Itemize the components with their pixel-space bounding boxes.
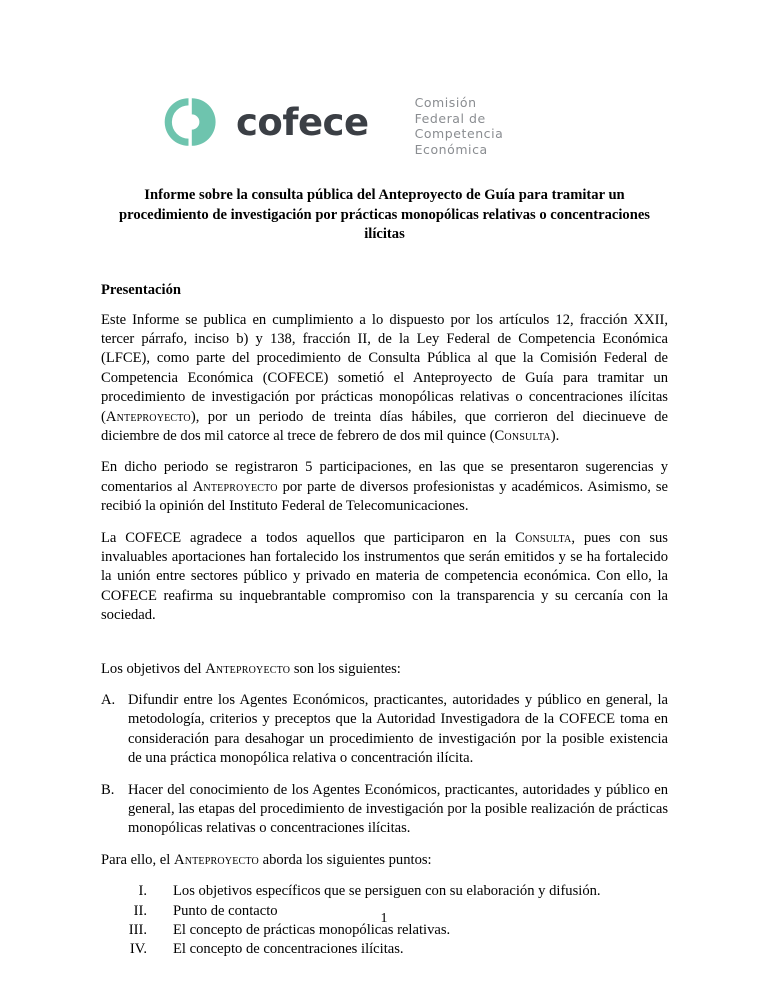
- list-item-marker: B.: [101, 781, 115, 798]
- cofece-circular-logo-icon: [163, 94, 219, 150]
- paragraph-3-part-a: La COFECE agradece a todos aquellos que participaron en la: [101, 529, 516, 546]
- list-item: [101, 882, 668, 901]
- list-item-text: Punto de contacto: [173, 902, 278, 919]
- list-item-text: Los objetivos específicos que se persiguen con su elaboración y difusión.: [173, 883, 601, 900]
- paragraph-3-part-b: , pues con sus invaluables aportaciones han fortalecido los instrumentos que serán emitidos y se ha fortalecido la unión entre sectores público y privado en materia de competencia económica. Con ello, la COFECE reafirma su inquebrantable compromiso con la transparencia y su cercanía con la sociedad.: [101, 529, 668, 624]
- organization-name-block: [415, 95, 504, 157]
- section-heading-presentacion: Presentación: [101, 281, 181, 298]
- list-item: [101, 691, 668, 769]
- objectives-intro-part-a: Los objetivos del: [101, 660, 206, 677]
- cofece-logo-header: [163, 92, 503, 157]
- list-item: [101, 940, 668, 959]
- document-body: [101, 186, 668, 960]
- objectives-intro-part-b: son los siguientes:: [290, 660, 401, 677]
- paragraph-1: [101, 311, 668, 447]
- paragraph-2-smallcaps-anteproyecto: Anteproyecto: [192, 478, 278, 495]
- paragraph-1-part-a: Este Informe se publica en cumplimiento a lo dispuesto por los artículos 12, fracción XXII, tercer párrafo, inciso b) y 138, fracción II, de la Ley Federal de Competencia Económica (LFCE), como parte del procedimiento de Consulta Pública al que la Comisión Federal de Competencia Económica (COFECE) sometió el Anteproyecto de Guía para tramitar un procedimiento de investigación por prácticas monopólicas relativas o concentraciones ilícitas (: [101, 311, 668, 425]
- list-item-marker: I.: [138, 883, 147, 900]
- list-item-text: Difundir entre los Agentes Económicos, practicantes, autoridades y público en general, la metodología, criterios y preceptos que la Autoridad Investigadora de la COFECE toma en consideración para desahogar un procedimiento de investigación por la posible existencia de una práctica monopólica relativa o concentración ilícita.: [128, 692, 668, 767]
- org-line-4: Económica: [414, 141, 488, 157]
- org-line-2: Federal de: [414, 110, 486, 126]
- list-item-marker: III.: [128, 922, 147, 939]
- paragraph-3: [101, 529, 668, 626]
- objectives-alpha-list: [101, 691, 668, 839]
- document-title: Informe sobre la consulta pública del Anteproyecto de Guía para tramitar un procedimiento de investigación por prácticas monopólicas relativas o concentraciones ilícitas: [118, 187, 650, 242]
- paragraph-1-smallcaps-consulta: Consulta: [494, 427, 551, 444]
- points-intro-smallcaps-anteproyecto: Anteproyecto: [173, 851, 259, 868]
- list-item-marker: II.: [133, 902, 147, 919]
- cofece-wordmark: cofece: [236, 101, 369, 144]
- list-item: [101, 781, 668, 839]
- paragraph-points-intro: [101, 851, 668, 870]
- paragraph-1-part-c: ).: [550, 427, 560, 444]
- list-item-text: Hacer del conocimiento de los Agentes Económicos, practicantes, autoridades y público en general, las etapas del procedimiento de investigación por la posible realización de prácticas monopólicas relativas o concentraciones ilícitas.: [128, 781, 668, 837]
- vertical-spacer: [101, 626, 668, 648]
- paragraph-2-part-a: En dicho periodo se registraron 5 participaciones, en las que se presentaron sugerencias y comentarios al: [101, 459, 668, 495]
- paragraph-2: [101, 458, 668, 516]
- paragraph-1-part-b: ), por un periodo de treinta días hábiles, que corrieron del diecinueve de diciembre de dos mil catorce al trece de febrero de dos mil quince (: [101, 408, 668, 444]
- paragraph-2-part-b: por parte de diversos profesionistas y académicos. Asimismo, se recibió la opinión del Instituto Federal de Telecomunicaciones.: [101, 478, 669, 515]
- points-intro-part-b: aborda los siguientes puntos:: [258, 851, 432, 868]
- objectives-intro-smallcaps-anteproyecto: Anteproyecto: [205, 660, 291, 677]
- list-item-marker: A.: [101, 692, 116, 708]
- points-intro-part-a: Para ello, el: [101, 851, 174, 868]
- org-line-3: Competencia: [414, 126, 504, 142]
- paragraph-objectives-intro: [101, 660, 668, 679]
- list-item-text: El concepto de concentraciones ilícitas.: [173, 941, 404, 958]
- list-item-marker: IV.: [129, 941, 147, 958]
- org-line-1: Comisión: [414, 95, 477, 110]
- page-number-footer: 1: [380, 911, 388, 926]
- paragraph-1-smallcaps-anteproyecto: Anteproyecto: [105, 408, 191, 425]
- list-item-text: El concepto de prácticas monopólicas relativas.: [173, 922, 451, 939]
- paragraph-3-smallcaps-consulta: Consulta: [515, 529, 572, 546]
